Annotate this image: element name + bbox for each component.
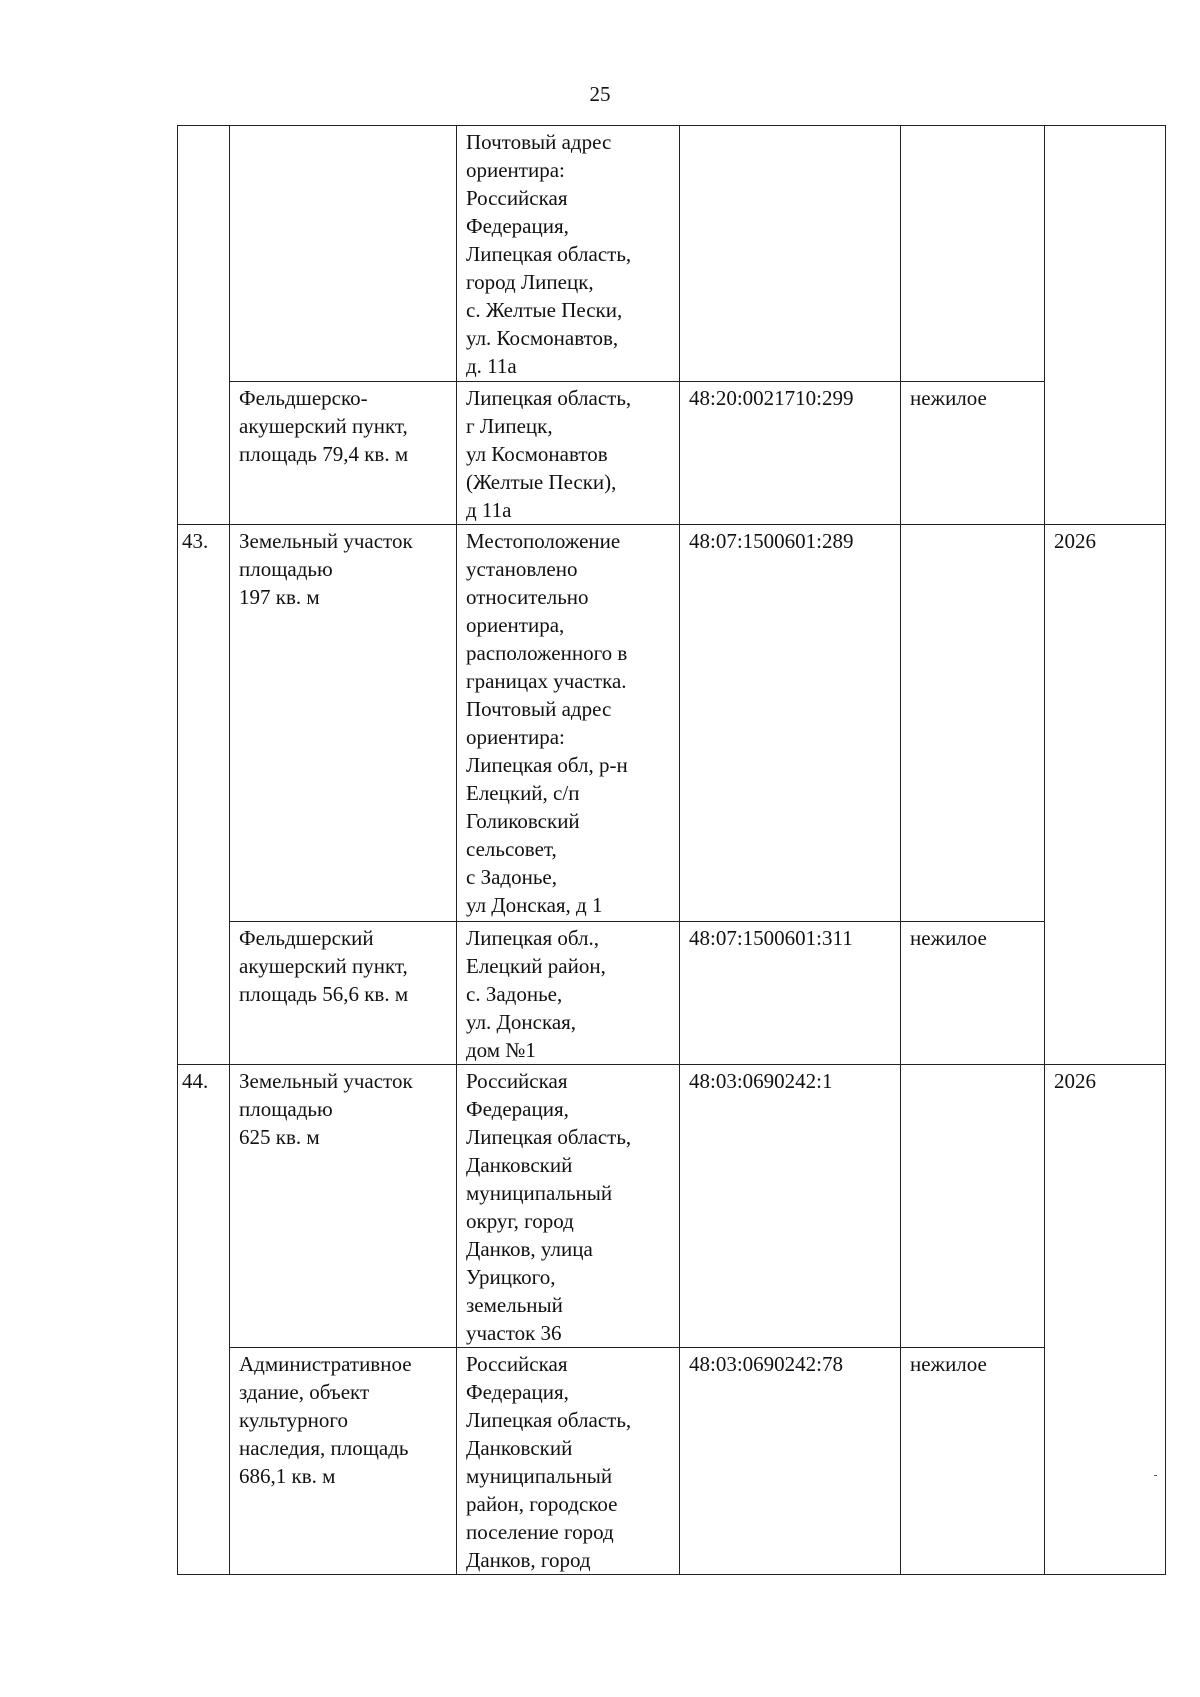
table-row bbox=[178, 922, 1166, 1065]
purpose-cell: нежилое bbox=[901, 1348, 1045, 1575]
table-row bbox=[178, 382, 1166, 525]
address-text: Почтовый адрес ориентира: Российская Федерация, Липецкая область, город Липецк, с. Желтые Пески, ул. Космонавтов, д. 11а bbox=[466, 130, 632, 378]
table-row bbox=[178, 1348, 1166, 1575]
address-cell bbox=[457, 525, 680, 922]
table-row bbox=[178, 525, 1166, 922]
address-text: Российская Федерация, Липецкая область, Данковский муниципальный округ, город Данков, улица Урицкого, земельный участок 36 bbox=[466, 1069, 632, 1345]
purpose-cell: нежилое bbox=[901, 922, 1045, 1065]
object-name-cell bbox=[230, 1348, 457, 1575]
table-row bbox=[178, 126, 1166, 382]
object-name-cell bbox=[230, 126, 457, 382]
object-name-text: Земельный участок площадью 197 кв. м bbox=[239, 529, 413, 609]
address-cell bbox=[457, 1065, 680, 1348]
purpose-cell: нежилое bbox=[901, 382, 1045, 525]
address-cell bbox=[457, 922, 680, 1065]
property-table bbox=[177, 125, 1166, 1575]
address-text: Российская Федерация, Липецкая область, Данковский муниципальный район, городское поселение город Данков, город bbox=[466, 1352, 632, 1572]
object-name-text: Фельдшерско- акушерский пункт, площадь 79,4 кв. м bbox=[239, 386, 409, 466]
cadastral-number-cell: 48:07:1500601:311 bbox=[680, 922, 901, 1065]
object-name-cell bbox=[230, 922, 457, 1065]
address-text: Липецкая обл., Елецкий район, с. Задонье, ул. Донская, дом №1 bbox=[466, 926, 606, 1062]
year-cell: 2026 bbox=[1045, 525, 1166, 1065]
object-name-cell bbox=[230, 382, 457, 525]
purpose-cell bbox=[901, 126, 1045, 382]
cadastral-number-cell bbox=[680, 126, 901, 382]
object-name-text: Фельдшерский акушерский пункт, площадь 56,6 кв. м bbox=[239, 926, 409, 1006]
table-row bbox=[178, 1065, 1166, 1348]
row-number-cell: 44. bbox=[178, 1065, 230, 1575]
address-text: Липецкая область, г Липецк, ул Космонавтов (Желтые Пески), д 11а bbox=[466, 386, 632, 522]
address-text: Местоположение установлено относительно ориентира, расположенного в границах участка. Почтовый адрес ориентира: Липецкая обл, р-н Елецкий, с/п Голиковский сельсовет, с Задонье, ул Донская, д 1 bbox=[466, 529, 628, 917]
row-number-cell bbox=[178, 126, 230, 525]
purpose-cell bbox=[901, 1065, 1045, 1348]
cadastral-number-cell: 48:03:0690242:1 bbox=[680, 1065, 901, 1348]
purpose-cell bbox=[901, 525, 1045, 922]
year-cell: 2026 bbox=[1045, 1065, 1166, 1575]
object-name-text: Земельный участок площадью 625 кв. м bbox=[239, 1069, 413, 1149]
year-cell bbox=[1045, 126, 1166, 525]
address-cell bbox=[457, 126, 680, 382]
cadastral-number-cell: 48:20:0021710:299 bbox=[680, 382, 901, 525]
address-cell bbox=[457, 382, 680, 525]
cadastral-number-cell: 48:03:0690242:78 bbox=[680, 1348, 901, 1575]
object-name-cell bbox=[230, 525, 457, 922]
scan-speck bbox=[1154, 1475, 1157, 1476]
object-name-cell bbox=[230, 1065, 457, 1348]
row-number-cell: 43. bbox=[178, 525, 230, 1065]
page-number: 25 bbox=[589, 82, 611, 106]
object-name-text: Административное здание, объект культурного наследия, площадь 686,1 кв. м bbox=[239, 1352, 412, 1488]
cadastral-number-cell: 48:07:1500601:289 bbox=[680, 525, 901, 922]
address-cell bbox=[457, 1348, 680, 1575]
